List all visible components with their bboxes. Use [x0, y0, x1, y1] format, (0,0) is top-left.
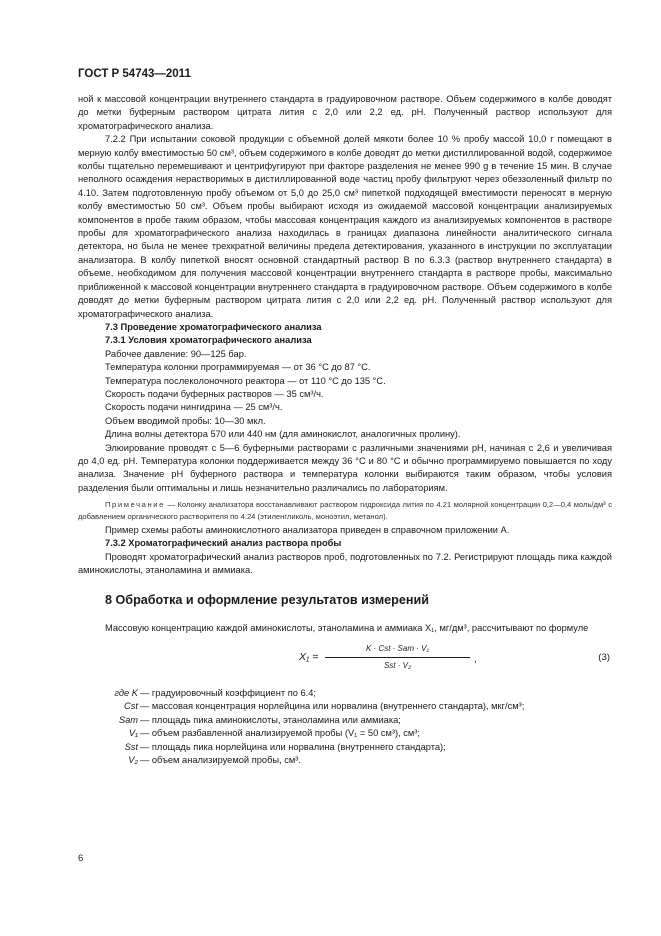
paragraph-elution: Элюирование проводят с 5—6 буферными растворами с различными значениями pH, начиная с 2,6 и увеличивая до 4,0 ед. pH. Температура колонки поддерживается между 36 °С и 80 °С и обычно программируемо повышается по ходу анализа. Значение pH буферного раствора и температура колонки выбираются таким образом, чтобы условия разделения были оптимальны и лишь незначительно различались по лабораториям.: [78, 442, 612, 493]
definition-item: [78, 687, 612, 700]
definition-item: [78, 741, 612, 754]
section-heading-7-3-1: 7.3.1 Условия хроматографического анализа: [105, 335, 312, 346]
definition-text: — объем анализируемой пробы, см³.: [140, 755, 301, 766]
paragraph-7-2-2: 7.2.2 При испытании соковой продукции с объемной долей мякоти более 10 % пробу массой 10,0 г помещают в мерную колбу вместимостью 50 см³, объем содержимого в колбе доводят до метки дистиллированной водой, содержимое колбы тщательно перемешивают и центрифугируют при факторе разделения не менее 990 g в течение 15 мин. В случае неполного осаждения нерастворимых в дистиллированной воде частиц пробу фильтруют через обеззоленный фильтр по 4.10. Затем подготовленную пробу объемом от 5,0 до 25,0 см³ пипеткой подходящей вместимости переносят в мерную колбу вместимостью 50 см³. Объем пробы выбирают исходя из ожидаемой массовой концентрации анализируемых компонентов в пробе таким образом, чтобы массовая концентрация каждого из анализируемых компонентов в растворе пробы для хроматографического анализа находилась в границах диапазона линейности аналитического сигнала детектора, но была не менее трехкратной величины предела детектирования, указанного в инструкции по эксплуатации анализатора. В колбу пипеткой вносят основной стандартный раствор В по 6.3.3 (раствор внутреннего стандарта) в объеме, необходимом для получения массовой концентрации внутреннего стандарта в растворе пробы, максимально приближенной к массовой концентрации внутреннего стандарта в градуировочном растворе. Объем содержимого в колбе доводят до метки буферным раствором цитрата лития с 2,0 или 2,2 ед. pH. Полученный раствор используют для хроматографического анализа.: [78, 134, 612, 319]
section-heading-7-3-2: 7.3.2 Хроматографический анализ раствора пробы: [105, 538, 342, 549]
note-text: — Колонку анализатора восстанавливают раствором гидроксида лития по 4.21 молярной концентрации 0,2—0,4 моль/дм³ с добавлением органического растворителя по 4.24 (этиленгликоль, моноэтил, метанол).: [78, 500, 612, 521]
condition-item: Скорость подачи буферных растворов — 35 см³/ч.: [105, 388, 324, 399]
definitions-list: [78, 687, 612, 767]
definition-symbol: V₁: [128, 728, 138, 739]
definition-item: [78, 714, 612, 727]
formula-3: [78, 641, 612, 681]
condition-item: Длина волны детектора 570 или 440 нм (для аминокислот, аналогичных пролину).: [105, 429, 461, 440]
formula-comma: ,: [474, 654, 477, 666]
formula-lhs: X₁ =: [299, 651, 319, 664]
definition-symbol: Cst: [124, 701, 138, 712]
definition-symbol: Sam: [118, 714, 138, 725]
fraction-bar: [325, 657, 470, 658]
definition-text: — площадь пика аминокислоты, этаноламина или аммиака;: [140, 714, 401, 725]
paragraph-example: Пример схемы работы аминокислотного анализатора приведен в справочном приложении А.: [105, 525, 510, 535]
formula-fraction: [325, 643, 470, 672]
formula-numerator: K · Cst · Sam · V₁: [366, 644, 429, 654]
paragraph: ной к массовой концентрации внутреннего стандарта в градуировочном растворе. Объем содержимого в колбе доводят до метки буферным раствором цитрата лития с 2,0 или 2,2 ед. pH. Полученный раствор используют для хроматографического анализа.: [78, 94, 612, 131]
definition-text: — массовая концентрация норлейцина или норвалина (внутреннего стандарта), мкг/см³;: [140, 701, 525, 712]
note-label: Примечание: [105, 500, 165, 510]
definition-item: [78, 727, 612, 740]
page-header: ГОСТ Р 54743—2011: [78, 68, 191, 80]
condition-item: Температура колонки программируемая — от 36 °С до 87 °С.: [105, 362, 371, 373]
condition-item: Температура послеколоночного реактора — от 110 °С до 135 °С.: [105, 375, 386, 386]
condition-item: Рабочее давление: 90—125 бар.: [105, 348, 247, 359]
definition-symbol: V₂: [128, 755, 138, 766]
formula-denominator: Sst · V₂: [383, 661, 412, 671]
definition-item: [78, 700, 612, 713]
definition-symbol: где K: [114, 688, 138, 699]
note: [78, 499, 612, 522]
definition-text: — объем разбавленной анализируемой пробы (V₁ = 50 см³), см³;: [140, 728, 420, 739]
definition-symbol: Sst: [124, 741, 138, 752]
document-body: [78, 93, 612, 767]
definition-item: [78, 754, 612, 767]
paragraph-analysis: Проводят хроматографический анализ растворов проб, подготовленных по 7.2. Регистрируют площадь пика каждой аминокислоты, этаноламина и аммиака.: [78, 551, 612, 576]
paragraph-formula-intro: Массовую концентрацию каждой аминокислоты, этаноламина и аммиака X₁, мг/дм³, рассчитывают по формуле: [105, 622, 589, 633]
condition-item: Объем вводимой пробы: 10—30 мкл.: [105, 415, 266, 426]
section-heading-7-3: 7.3 Проведение хроматографического анализа: [105, 321, 322, 332]
definition-text: — градуировочный коэффициент по 6.4;: [140, 688, 316, 699]
definition-text: — площадь пика норлейцина или норвалина (внутреннего стандарта);: [140, 741, 446, 752]
section-heading-8: 8 Обработка и оформление результатов измерений: [105, 592, 429, 607]
condition-item: Скорость подачи нингидрина — 25 см³/ч.: [105, 402, 283, 413]
page-number: 6: [78, 853, 84, 864]
formula-number: (3): [598, 652, 610, 664]
